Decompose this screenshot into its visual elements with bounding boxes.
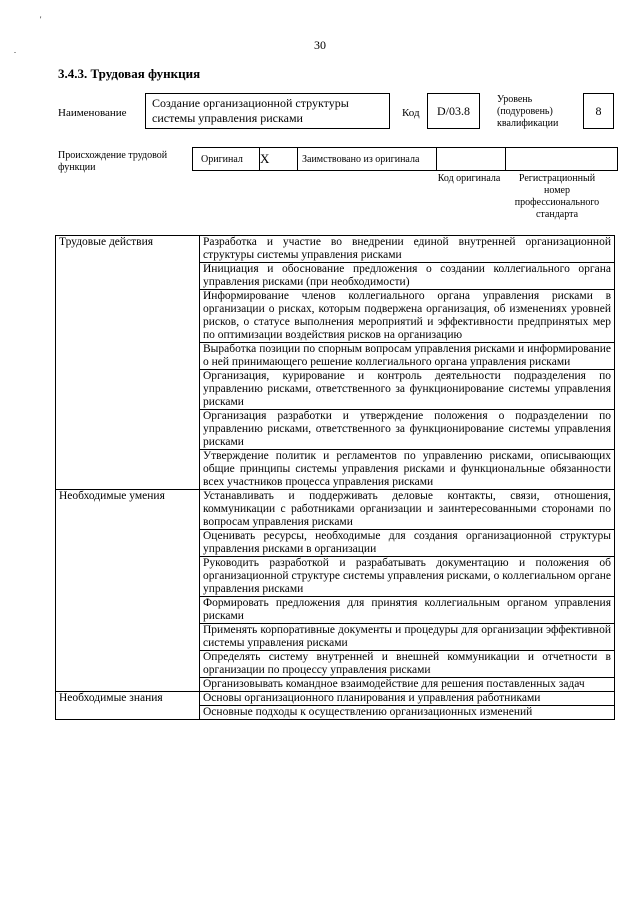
original-mark: X bbox=[260, 148, 298, 171]
item-cell: Определять систему внутренней и внешней коммуникации и отчетности в организации по процессу управления рисками bbox=[200, 651, 615, 678]
scan-mark: . bbox=[14, 46, 16, 55]
item-cell: Руководить разработкой и разрабатывать документацию и положения об организационной структуре системы управления рисками, о коллегиальном органе управления рисками bbox=[200, 557, 615, 597]
item-cell: Организация разработки и утверждение положения о подразделении по управлению рисками, ответственного за функционирование системы управления рисками bbox=[200, 410, 615, 450]
qualification-level: 8 bbox=[583, 93, 614, 129]
item-cell: Организовывать командное взаимодействие для решения поставленных задач bbox=[200, 678, 615, 692]
item-cell: Формировать предложения для принятия коллегиальным органом управления рисками bbox=[200, 597, 615, 624]
item-cell: Основы организационного планирования и управления работниками bbox=[200, 692, 615, 706]
origin-table bbox=[192, 147, 618, 171]
item-cell: Основные подходы к осуществлению организационных изменений bbox=[200, 706, 615, 720]
item-cell: Выработка позиции по спорным вопросам управления рисками и информирование о ней принимающего решение коллегиального органа управления рисками bbox=[200, 343, 615, 370]
original-code-cell bbox=[437, 148, 506, 171]
item-cell: Устанавливать и поддерживать деловые контакты, связи, отношения, коммуникации с работниками организации и заинтересованными сторонами по вопросам управления рисками bbox=[200, 490, 615, 530]
item-cell: Применять корпоративные документы и процедуры для организации эффективной системы управления рисками bbox=[200, 624, 615, 651]
item-cell: Утверждение политик и регламентов по управлению рисками, описывающих общие принципы системы управления рисками и функциональные обязанности всех участников процесса управления рисками bbox=[200, 450, 615, 490]
function-code: D/03.8 bbox=[427, 93, 480, 129]
page-number: 30 bbox=[314, 38, 326, 52]
item-cell: Инициация и обоснование предложения о создании коллегиального органа управления рисками (при необходимости) bbox=[200, 263, 615, 290]
code-label: Код bbox=[402, 107, 420, 119]
origin-label: Происхождение трудовой функции bbox=[58, 150, 168, 173]
table-row bbox=[56, 236, 615, 263]
item-cell: Разработка и участие во внедрении единой внутренней организационной структуры системы управления рисками bbox=[200, 236, 615, 263]
scan-mark: ' bbox=[40, 15, 42, 24]
item-cell: Организация, курирование и контроль деятельности подразделения по управлению рисками, ответственного за функционирование системы управления рисками bbox=[200, 370, 615, 410]
level-label: Уровень (подуровень) квалификации bbox=[497, 94, 559, 129]
category-cell: Необходимые знания bbox=[56, 692, 200, 720]
section-title: 3.4.3. Трудовая функция bbox=[58, 66, 201, 81]
name-label: Наименование bbox=[58, 107, 127, 119]
item-cell: Оценивать ресурсы, необходимые для создания организационной структуры управления рисками в организации bbox=[200, 530, 615, 557]
borrowed-label: Заимствовано из оригинала bbox=[298, 148, 437, 171]
reg-number-cell bbox=[506, 148, 618, 171]
function-table bbox=[55, 235, 615, 720]
original-label: Оригинал bbox=[193, 148, 260, 171]
function-name: Создание организационной структуры системы управления рисками bbox=[145, 93, 390, 129]
item-cell: Информирование членов коллегиального органа управления рисками в организации о рисках, которым подвержена организация, об изменениях уровней рисков, о статусе выполнения мероприятий и эффективности предпринятых мер по оптимизации воздействия рисков на организацию bbox=[200, 290, 615, 343]
category-cell: Необходимые умения bbox=[56, 490, 200, 692]
table-row bbox=[56, 692, 615, 706]
reg-number-label: Регистрационный номер профессионального стандарта bbox=[514, 173, 600, 220]
table-row bbox=[56, 490, 615, 530]
original-code-label: Код оригинала bbox=[437, 173, 501, 184]
category-cell: Трудовые действия bbox=[56, 236, 200, 490]
